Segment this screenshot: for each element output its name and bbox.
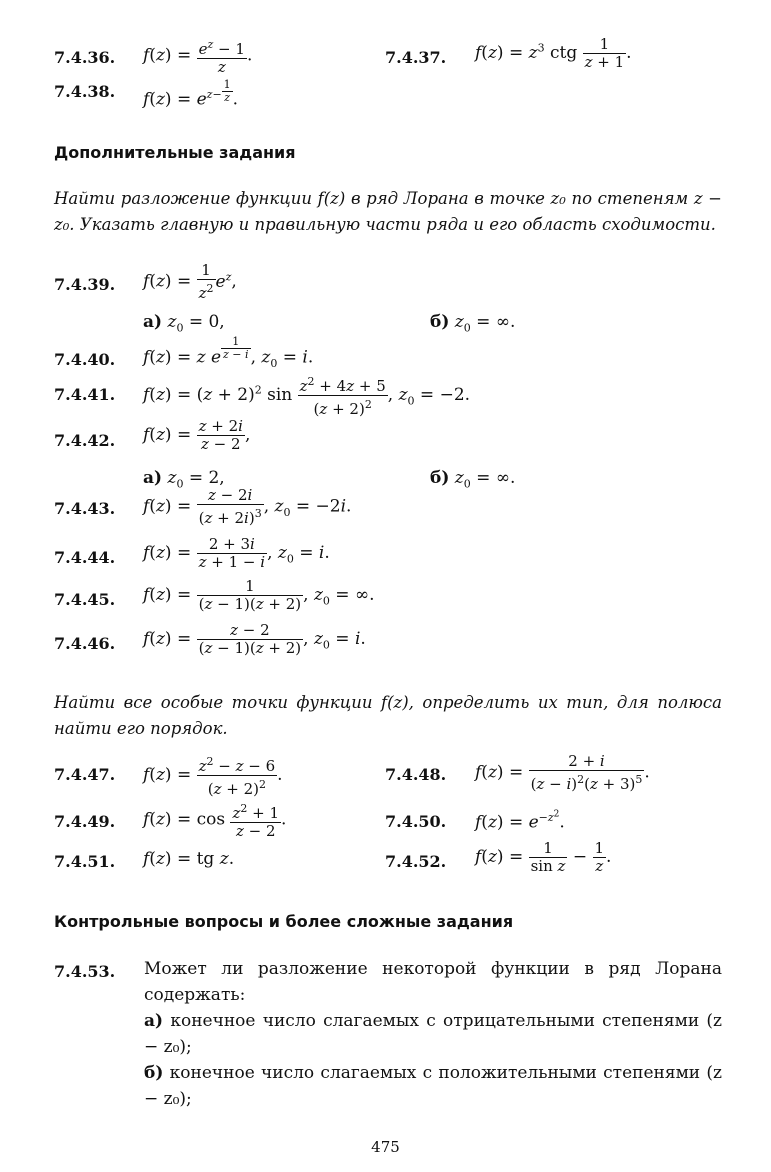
question-option-a xyxy=(144,1008,722,1060)
problem-number: 7.4.52. xyxy=(385,852,447,871)
formula: f(z) = $\frac{e^z - 1}{z}$ . xyxy=(143,38,253,76)
page-number: 475 xyxy=(371,1138,400,1156)
formula: f(z) = $\frac{1}{z^2}$ $e^z$, xyxy=(143,261,237,302)
formula: б) $z_0$ = ∞. xyxy=(430,468,516,491)
problem-number: 7.4.48. xyxy=(385,765,447,784)
formula: f(z) = $\frac{z - 2i}{(z + 2i)^3}$ , $z_0 = -2i$. xyxy=(143,486,352,527)
formula: f(z) = $\frac{1}{(z - 1)(z + 2)}$ , $z_0$ = ∞. xyxy=(143,577,375,613)
case-label: а) xyxy=(143,312,163,332)
problem-number: 7.4.39. xyxy=(54,275,116,294)
option-label: а) xyxy=(144,1011,164,1031)
problem-number: 7.4.36. xyxy=(54,48,116,67)
problem-number: 7.4.46. xyxy=(54,634,116,653)
problem-number: 7.4.50. xyxy=(385,812,447,831)
problem-number: 7.4.49. xyxy=(54,812,116,831)
formula: $f(z) = e^{-z^2}$. xyxy=(475,809,565,833)
formula: $f(z) = (z + 2)^2$ sin $\frac{z^2 + 4z + 5}{(z + 2)^2}$ , $z_0 = -2$. xyxy=(143,375,471,418)
problem-number: 7.4.40. xyxy=(54,350,116,369)
case-label: б) xyxy=(430,312,450,332)
instruction-paragraph: Найти разложение функции f(z) в ряд Лорана в точке z₀ по степеням z − z₀. Указать главную и правильную части ряда и его область сходимости. xyxy=(54,189,722,234)
formula: а) $z_0 = 0$, xyxy=(143,312,225,335)
formula: f(z) = $\frac{1}{\text{sin z}}$ − $\frac{1}{z}$ . xyxy=(475,839,612,875)
formula: f(z) = $\frac{z^2 - z - 6}{(z + 2)^2}$ . xyxy=(143,755,283,798)
section-heading: Контрольные вопросы и более сложные задания xyxy=(54,912,514,931)
option-text: конечное число слагаемых с положительными степенями (z − z₀); xyxy=(144,1063,722,1109)
problem-number: 7.4.53. xyxy=(54,962,116,981)
formula: а) $z_0 = 2$, xyxy=(143,468,225,491)
formula: $f(z) = z^3$ ctg $\frac{1}{z + 1}$ . xyxy=(475,35,632,71)
formula: f(z) = $\frac{z - 2}{(z - 1)(z + 2)}$ , $z_0 = i$. xyxy=(143,621,366,657)
problem-number: 7.4.47. xyxy=(54,765,116,784)
formula: f(z) = cos $\frac{z^2 + 1}{z - 2}$ . xyxy=(143,802,287,840)
formula: f(z) = $\frac{2 + 3i}{z + 1 - i}$ , $z_0 = i$. xyxy=(143,535,330,571)
option-label: б) xyxy=(144,1063,164,1083)
problem-number: 7.4.44. xyxy=(54,548,116,567)
problem-number: 7.4.45. xyxy=(54,590,116,609)
question-text: Может ли разложение некоторой функции в ряд Лорана содержать: xyxy=(144,959,722,1005)
formula: $f(z) = e^{z- \frac{1}{z}}$ . xyxy=(143,78,239,110)
formula: f(z) = z e $^{\frac{1}{z - i}}$ , $z_0 = i$. xyxy=(143,335,314,371)
instruction-paragraph: Найти все особые точки функции f(z), определить их тип, для полюса найти его порядок. xyxy=(54,693,722,738)
formula: f(z) = $\frac{z + 2i}{z - 2}$ , xyxy=(143,417,251,453)
formula: f(z) = tg z. xyxy=(143,849,235,869)
problem-number: 7.4.43. xyxy=(54,499,116,518)
problem-number: 7.4.51. xyxy=(54,852,116,871)
question-option-b xyxy=(144,1060,722,1112)
case-label: б) xyxy=(430,468,450,488)
option-text: конечное число слагаемых с отрицательными степенями (z − z₀); xyxy=(144,1011,722,1057)
formula: f(z) = $\frac{2 + i}{(z - i)^2(z + 3)^5}$ . xyxy=(475,752,650,793)
problem-number: 7.4.38. xyxy=(54,82,116,101)
problem-number: 7.4.41. xyxy=(54,385,116,404)
section-heading: Дополнительные задания xyxy=(54,143,296,162)
problem-number: 7.4.37. xyxy=(385,48,447,67)
case-label: а) xyxy=(143,468,163,488)
problem-number: 7.4.42. xyxy=(54,431,116,450)
formula: б) $z_0$ = ∞. xyxy=(430,312,516,335)
